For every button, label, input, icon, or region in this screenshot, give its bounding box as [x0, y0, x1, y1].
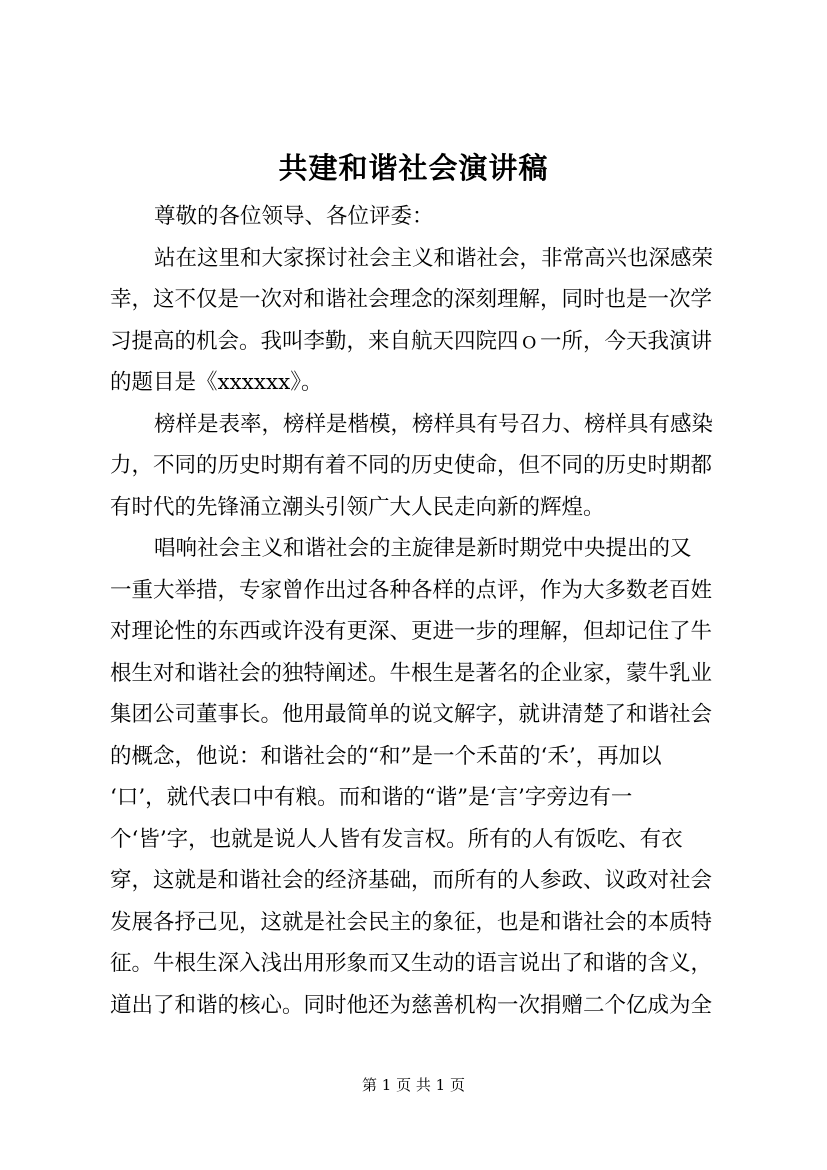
- document-body: [110, 196, 725, 1026]
- body-line: 一重大举措，专家曾作出过各种各样的点评，作为大多数老百姓: [110, 577, 713, 603]
- body-line: 发展各抒己见，这就是社会民主的象征，也是和谐社会的本质特: [110, 909, 713, 935]
- body-line: 的概念，他说：和谐社会的“和”是一个禾苗的‘禾’，再加以: [110, 743, 662, 769]
- body-line: 榜样是表率，榜样是楷模，榜样具有号召力、榜样具有感染: [154, 411, 714, 437]
- body-line: 尊敬的各位领导、各位评委：: [154, 204, 434, 229]
- body-line: 根生对和谐社会的独特阐述。牛根生是著名的企业家，蒙牛乳业: [110, 660, 713, 686]
- document-title: 共建和谐社会演讲稿: [278, 151, 549, 185]
- body-line: 征。牛根生深入浅出用形象而又生动的语言说出了和谐的含义，: [110, 951, 713, 976]
- body-line: ‘口’，就代表口中有粮。而和谐的“谐”是‘言’字旁边有一: [110, 785, 633, 810]
- body-line: 幸，这不仅是一次对和谐社会理念的深刻理解，同时也是一次学: [110, 287, 713, 312]
- body-line: 站在这里和大家探讨社会主义和谐社会，非常高兴也深感荣: [154, 245, 714, 271]
- body-line: 力，不同的历史时期有着不同的历史使命，但不同的历史时期都: [110, 453, 713, 478]
- page-footer: 第 1 页 共 1 页: [362, 1076, 465, 1094]
- body-line: 习提高的机会。我叫李勤，来自航天四院四ｏ一所，今天我演讲: [110, 328, 713, 354]
- body-line: 对理论性的东西或许没有更深、更进一步的理解，但却记住了牛: [110, 619, 713, 644]
- body-line: 唱响社会主义和谐社会的主旋律是新时期党中央提出的又: [154, 536, 692, 561]
- body-line: 集团公司董事长。他用最简单的说文解字，就讲清楚了和谐社会: [110, 702, 713, 727]
- body-line: 道出了和谐的核心。同时他还为慈善机构一次捐赠二个亿成为全: [110, 992, 713, 1018]
- body-line: 有时代的先锋涌立潮头引领广大人民走向新的辉煌。: [110, 494, 605, 520]
- body-line: 穿，这就是和谐社会的经济基础，而所有的人参政、议政对社会: [110, 868, 713, 893]
- body-line: 个‘皆’字，也就是说人人皆有发言权。所有的人有饭吃、有衣: [110, 826, 683, 852]
- body-line: 的题目是《xxxxxx》。: [110, 370, 323, 395]
